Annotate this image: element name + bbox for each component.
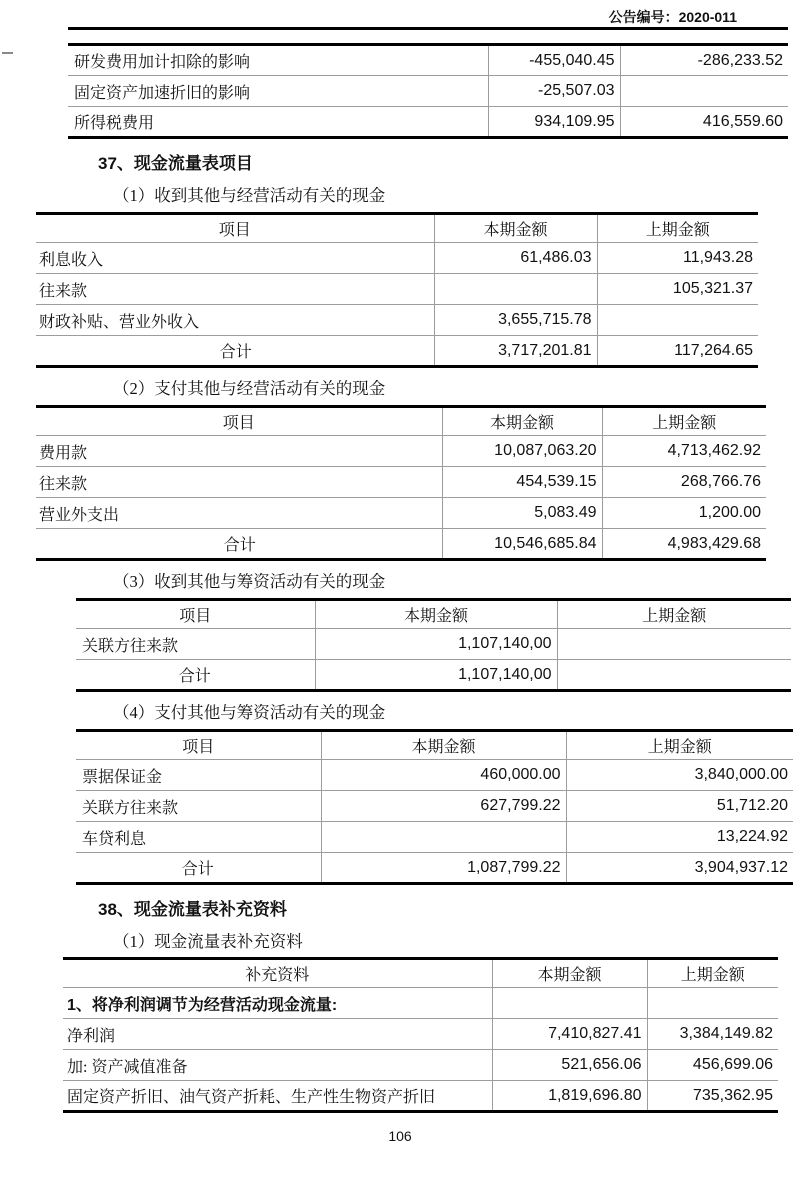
item-cell: 票据保证金	[82, 768, 163, 786]
table-row	[68, 45, 788, 76]
table-row	[36, 467, 766, 498]
prior-period-column-header: 上期金额	[647, 959, 778, 988]
prior-period-column-header: 上期金额	[566, 731, 793, 760]
table-row	[76, 853, 793, 884]
item-cell: 合计	[36, 529, 442, 560]
item-cell: 往来款	[36, 467, 442, 498]
prior-amount-cell	[620, 76, 788, 107]
item-cell: 加: 资产减值准备	[63, 1050, 492, 1081]
prior-amount-cell: 3,840,000.00	[566, 760, 793, 791]
section-37-3-title: （3）收到其他与筹资活动有关的现金	[113, 572, 386, 591]
section-38-title: 38、现金流量表补充资料	[98, 900, 287, 919]
current-amount-cell	[492, 988, 647, 1019]
current-period-column-header: 本期金额	[442, 407, 602, 436]
current-amount-cell: 460,000.00	[321, 760, 566, 791]
item-cell: 关联方往来款	[82, 637, 179, 655]
section-37-4-title: （4）支付其他与筹资活动有关的现金	[113, 703, 386, 722]
current-amount-cell: 521,656.06	[492, 1050, 647, 1081]
prior-amount-cell: 3,904,937.12	[566, 853, 793, 884]
item-cell: 财政补贴、营业外收入	[36, 305, 434, 336]
income-tax-reconciliation-table	[68, 43, 788, 139]
item-cell: 车贷利息	[76, 822, 321, 853]
prior-amount-cell: 735,362.95	[647, 1081, 778, 1112]
item-cell: 净利润	[63, 1019, 492, 1050]
item-cell: 往来款	[36, 274, 434, 305]
prior-amount-cell: 4,713,462.92	[602, 436, 766, 467]
current-amount-cell: 3,655,715.78	[434, 305, 597, 336]
table-header-row	[63, 959, 778, 988]
table-row	[36, 336, 758, 367]
current-amount-cell: 1,819,696.80	[492, 1081, 647, 1112]
supplementary-column-header: 补充资料	[63, 959, 492, 988]
current-amount-cell: 10,087,063.20	[442, 436, 602, 467]
current-amount-cell: 61,486.03	[434, 243, 597, 274]
item-cell: 利息收入	[39, 251, 104, 269]
table-row	[76, 629, 791, 660]
prior-amount-cell: 117,264.65	[597, 336, 758, 367]
item-cell: 研发费用加计扣除的影响	[74, 54, 251, 71]
table-row	[63, 988, 778, 1019]
prior-amount-cell: 105,321.37	[597, 274, 758, 305]
table-row	[63, 1019, 778, 1050]
current-amount-cell: 10,546,685.84	[442, 529, 602, 560]
table-row	[36, 436, 766, 467]
table-row	[76, 791, 793, 822]
prior-period-column-header: 上期金额	[597, 214, 758, 243]
current-amount-cell	[434, 274, 597, 305]
table-row	[76, 822, 793, 853]
current-amount-cell: 1,107,140,00	[315, 660, 557, 691]
prior-amount-cell: 4,983,429.68	[602, 529, 766, 560]
prior-amount-cell	[557, 629, 791, 660]
table-row	[63, 1050, 778, 1081]
current-period-column-header: 本期金额	[321, 731, 566, 760]
prior-amount-cell: 1,200.00	[602, 498, 766, 529]
table-row	[36, 274, 758, 305]
current-amount-cell: 627,799.22	[321, 791, 566, 822]
prior-amount-cell: 3,384,149.82	[647, 1019, 778, 1050]
cash-paid-financing-table	[76, 729, 793, 885]
prior-amount-cell: 13,224.92	[566, 822, 793, 853]
header-rule	[68, 27, 788, 30]
table-row	[68, 76, 788, 107]
current-amount-cell: 934,109.95	[488, 107, 620, 138]
item-cell: 1、将净利润调节为经营活动现金流量:	[67, 996, 338, 1014]
current-period-column-header: 本期金额	[434, 214, 597, 243]
table-header-row	[76, 600, 791, 629]
page-number: 106	[388, 1128, 412, 1144]
item-cell: 关联方往来款	[76, 791, 321, 822]
current-amount-cell: 5,083.49	[442, 498, 602, 529]
table-row	[68, 107, 788, 138]
item-cell: 合计	[36, 336, 434, 367]
item-cell: 合计	[76, 660, 315, 691]
section-37-2-title: （2）支付其他与经营活动有关的现金	[113, 379, 386, 398]
current-amount-cell: 3,717,201.81	[434, 336, 597, 367]
table-row	[76, 660, 791, 691]
table-row	[36, 529, 766, 560]
item-column-header: 项目	[36, 214, 434, 243]
prior-amount-cell: 268,766.76	[602, 467, 766, 498]
prior-amount-cell: 416,559.60	[620, 107, 788, 138]
item-cell: 所得税费用	[68, 107, 488, 138]
table-row	[36, 498, 766, 529]
current-period-column-header: 本期金额	[315, 600, 557, 629]
item-column-header: 项目	[36, 407, 442, 436]
current-amount-cell: -455,040.45	[488, 45, 620, 76]
item-cell: 合计	[76, 853, 321, 884]
announcement-number: 公告编号：2020-011	[608, 9, 737, 25]
table-row	[76, 760, 793, 791]
current-amount-cell	[321, 822, 566, 853]
prior-amount-cell: 456,699.06	[647, 1050, 778, 1081]
scan-artifact-dash	[2, 52, 13, 54]
item-column-header: 项目	[76, 731, 321, 760]
cash-received-financing-table	[76, 598, 791, 692]
current-amount-cell: 1,087,799.22	[321, 853, 566, 884]
table-header-row	[76, 731, 793, 760]
table-header-row	[36, 407, 766, 436]
item-cell: 费用款	[39, 444, 88, 462]
current-amount-cell: 7,410,827.41	[492, 1019, 647, 1050]
cash-flow-supplementary-table	[63, 957, 778, 1113]
prior-amount-cell	[597, 305, 758, 336]
prior-amount-cell: 11,943.28	[597, 243, 758, 274]
cash-received-operating-table	[36, 212, 758, 368]
item-cell: 固定资产折旧、油气资产折耗、生产性生物资产折旧	[63, 1081, 492, 1112]
table-header-row	[36, 214, 758, 243]
prior-period-column-header: 上期金额	[557, 600, 791, 629]
current-amount-cell: 454,539.15	[442, 467, 602, 498]
current-amount-cell: 1,107,140,00	[315, 629, 557, 660]
table-row	[63, 1081, 778, 1112]
table-row	[36, 305, 758, 336]
section-37-title: 37、现金流量表项目	[98, 154, 253, 173]
prior-amount-cell	[647, 988, 778, 1019]
section-37-1-title: （1）收到其他与经营活动有关的现金	[113, 186, 386, 205]
item-cell: 营业外支出	[36, 498, 442, 529]
current-period-column-header: 本期金额	[492, 959, 647, 988]
table-row	[36, 243, 758, 274]
cash-paid-operating-table	[36, 405, 766, 561]
section-38-1-title: （1）现金流量表补充资料	[113, 932, 303, 951]
prior-amount-cell: 51,712.20	[566, 791, 793, 822]
prior-amount-cell	[557, 660, 791, 691]
item-cell: 固定资产加速折旧的影响	[68, 76, 488, 107]
prior-amount-cell: -286,233.52	[620, 45, 788, 76]
prior-period-column-header: 上期金额	[602, 407, 766, 436]
item-column-header: 项目	[76, 600, 315, 629]
current-amount-cell: -25,507.03	[488, 76, 620, 107]
